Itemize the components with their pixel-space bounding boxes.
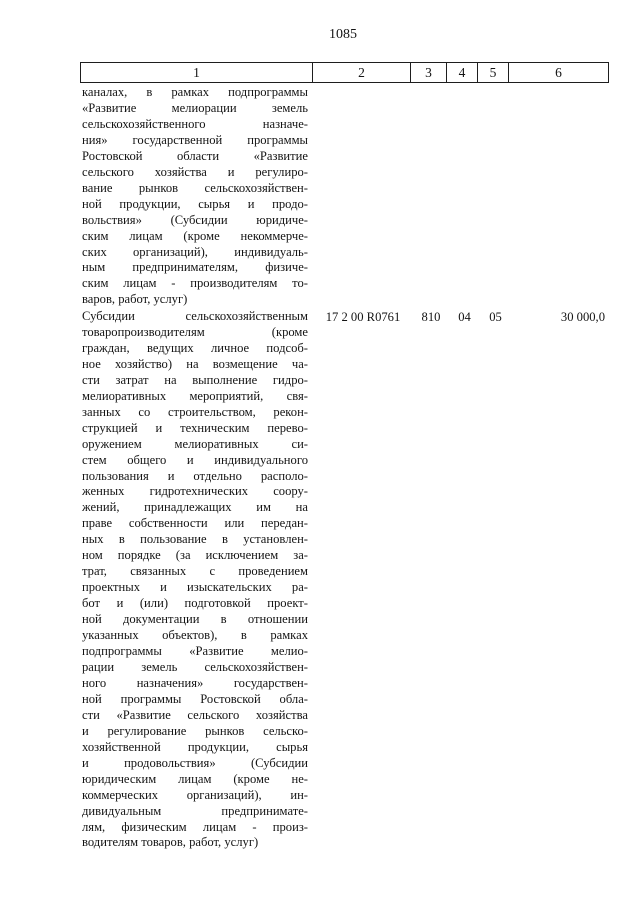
- description-line: ских организаций), индивидуаль-: [82, 244, 308, 259]
- description-line: ским лицам (кроме некоммерче-: [82, 228, 308, 243]
- description-line: оружением мелиоративных си-: [82, 436, 308, 451]
- description-line: Ростовской области «Развитие: [82, 148, 308, 163]
- description-line: «Развитие мелиорации земель: [82, 100, 308, 115]
- description-line: мелиоративных мероприятий, свя-: [82, 388, 308, 403]
- header-col-3: 3: [411, 63, 447, 83]
- description-line: ной продукции, сырья и продо-: [82, 196, 308, 211]
- description-line: сельского хозяйства и регулиро-: [82, 164, 308, 179]
- description-line: бот и (или) подготовкой проект-: [82, 596, 308, 611]
- description-line: и регулирование рынков сельско-: [82, 723, 308, 738]
- description-line: дивидуальным предпринимате-: [82, 803, 308, 818]
- description-line: струкцией и техническим перево-: [82, 420, 308, 435]
- row-2-amount: 30 000,0: [560, 310, 605, 324]
- page-number: 1085: [329, 27, 357, 42]
- description-line: сти «Развитие сельского хозяйства: [82, 707, 308, 722]
- description-line: сти затрат на выполнение гидро-: [82, 372, 308, 387]
- description-line: стем общего и индивидуального: [82, 452, 308, 467]
- row-2-expense-type: 810: [421, 310, 441, 324]
- description-line: подпрограммы «Развитие мелио-: [82, 644, 308, 659]
- description-line: ной программы Ростовской обла-: [82, 691, 308, 706]
- description-line: лям, физическим лицам - произ-: [82, 819, 308, 834]
- description-line: праве собственности или передан-: [82, 516, 308, 531]
- description-line: граждан, ведущих личное подсоб-: [82, 340, 308, 355]
- description-line: ных в пользование в установлен-: [82, 532, 308, 547]
- description-line: водителям товаров, работ, услуг): [82, 835, 259, 850]
- row-2-subsection: 05: [489, 310, 502, 324]
- description-line: вание рынков сельскохозяйствен-: [82, 180, 308, 195]
- row-2-section: 04: [458, 310, 471, 324]
- header-col-4: 4: [447, 63, 478, 83]
- description-line: хозяйственной продукции, сырья: [82, 739, 308, 754]
- description-line: ным предпринимателям, физиче-: [82, 260, 308, 275]
- header-col-2: 2: [313, 63, 411, 83]
- description-line: занных со строительством, рекон-: [82, 404, 308, 419]
- description-line: ного назначения» государствен-: [82, 675, 308, 690]
- description-line: сельскохозяйственного назначе-: [82, 116, 308, 131]
- description-line: ния» государственной программы: [82, 132, 308, 147]
- description-line: проектных и изыскательских ра-: [82, 580, 308, 595]
- description-line: коммерческих организаций), ин-: [82, 787, 308, 802]
- description-line: жений, принадлежащих им на: [82, 500, 308, 515]
- description-line: пользования и отдельно располо-: [82, 468, 308, 483]
- header-row: [81, 63, 609, 83]
- description-line: Субсидии сельскохозяйственным: [82, 309, 308, 323]
- table-header: [80, 62, 609, 83]
- description-line: варов, работ, услуг): [82, 292, 188, 307]
- description-line: ной документации в отношении: [82, 612, 308, 627]
- header-col-6: 6: [509, 63, 609, 83]
- header-col-5: 5: [478, 63, 509, 83]
- description-line: ное хозяйство) на возмещение ча-: [82, 356, 308, 371]
- description-line: трат, связанных с проведением: [82, 564, 308, 579]
- row-1-description: [82, 85, 308, 308]
- description-line: ским лицам - производителям то-: [82, 276, 308, 291]
- description-line: рации земель сельскохозяйствен-: [82, 659, 308, 674]
- description-line: и продовольствия» (Субсидии: [82, 755, 308, 770]
- description-line: вольствия» (Субсидии юридиче-: [82, 212, 308, 227]
- row-2-description: [82, 309, 308, 851]
- row-2-target-code: 17 2 00 R0761: [325, 310, 401, 324]
- description-line: товаропроизводителям (кроме: [82, 324, 308, 339]
- header-col-1: 1: [81, 63, 313, 83]
- description-line: женных гидротехнических соору-: [82, 484, 308, 499]
- description-line: юридическим лицам (кроме не-: [82, 771, 308, 786]
- description-line: указанных объектов), в рамках: [82, 628, 308, 643]
- description-line: ном порядке (за исключением за-: [82, 548, 308, 563]
- description-line: каналах, в рамках подпрограммы: [82, 85, 308, 99]
